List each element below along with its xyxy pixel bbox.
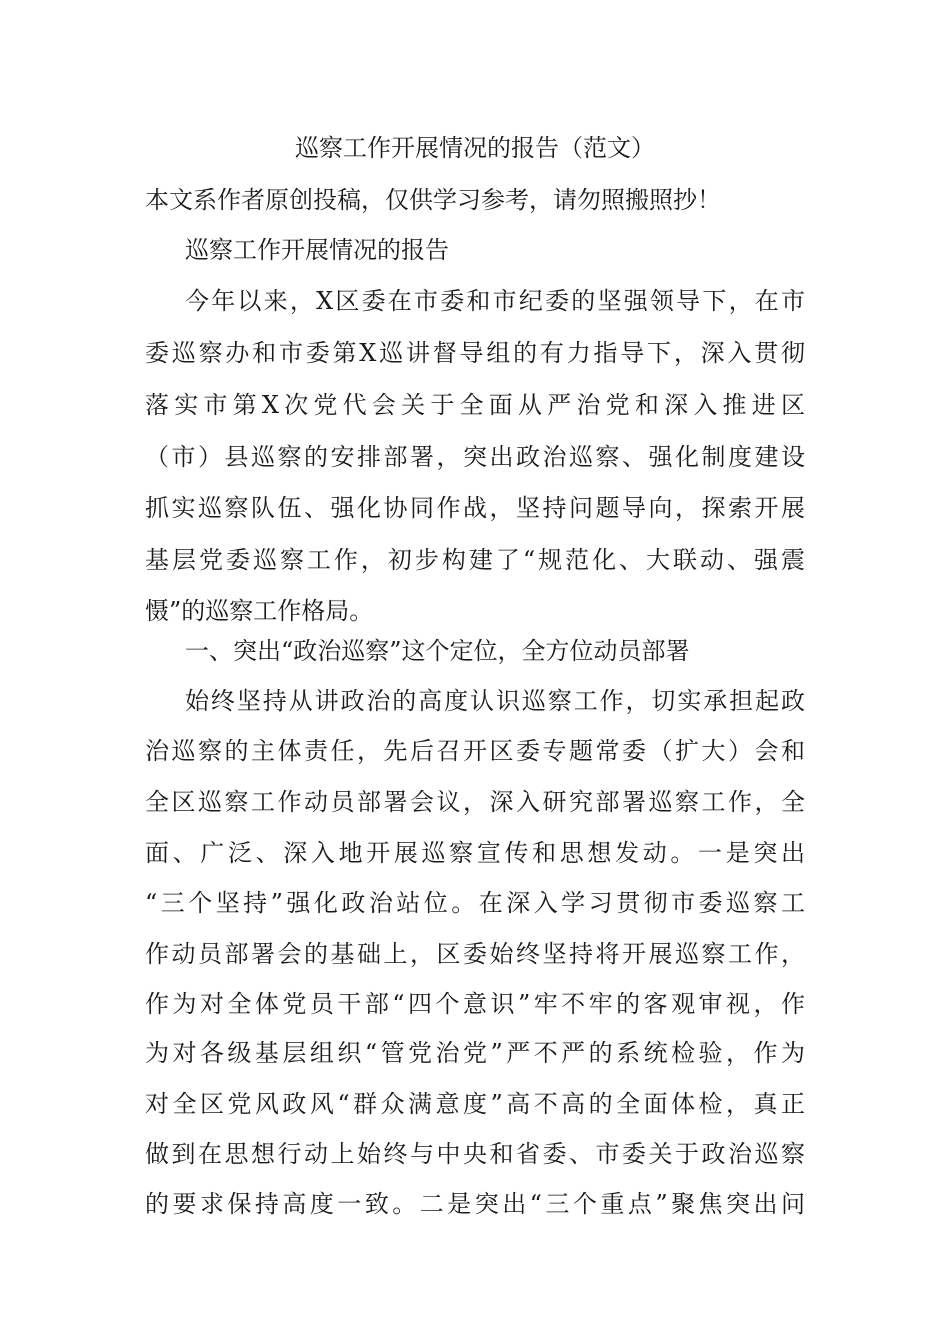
paragraph-line: “三个坚持”强化政治站位。在深入学习贯彻市委巡察工 [145,889,805,917]
paragraph-line: 的要求保持高度一致。二是突出“三个重点”聚焦突出问 [145,1190,805,1218]
section-heading-1: 一、突出“政治巡察”这个定位，全方位动员部署 [185,637,690,665]
paragraph-line: 治巡察的主体责任，先后召开区委专题常委（扩大）会和 [145,737,805,765]
paragraph-line: 慑”的巡察工作格局。 [145,597,374,625]
paragraph-line: （市）县巡察的安排部署，突出政治巡察、强化制度建设 [145,443,805,471]
paragraph-line: 对全区党风政风“群众满意度”高不高的全面体检，真正 [145,1090,805,1118]
paragraph-line: 抓实巡察队伍、强化协同作战，坚持问题导向，探索开展 [145,494,805,522]
document-title: 巡察工作开展情况的报告（范文） [295,134,655,162]
report-subtitle: 巡察工作开展情况的报告 [185,236,449,264]
paragraph-line: 作动员部署会的基础上，区委始终坚持将开展巡察工作， [145,940,805,968]
paragraph-line: 落实市第X次党代会关于全面从严治党和深入推进区 [145,391,805,419]
paragraph-line: 基层党委巡察工作，初步构建了“规范化、大联动、强震 [145,546,805,574]
paragraph-line: 作为对全体党员干部“四个意识”牢不牢的客观审视，作 [145,990,805,1018]
paragraph-line: 为对各级基层组织“管党治党”严不严的系统检验，作为 [145,1039,805,1067]
paragraph-line: 全区巡察工作动员部署会议，深入研究部署巡察工作，全 [145,788,805,816]
paragraph-line: 始终坚持从讲政治的高度认识巡察工作，切实承担起政 [185,687,805,715]
copyright-notice: 本文系作者原创投稿，仅供学习参考，请勿照搬照抄！ [145,186,721,214]
paragraph-line: 面、广泛、深入地开展巡察宣传和思想发动。一是突出 [145,839,805,867]
paragraph-line: 做到在思想行动上始终与中央和省委、市委关于政治巡察 [145,1140,805,1168]
paragraph-line: 今年以来，X区委在市委和市纪委的坚强领导下，在市 [185,287,805,315]
paragraph-line: 委巡察办和市委第X巡讲督导组的有力指导下，深入贯彻 [145,339,805,367]
